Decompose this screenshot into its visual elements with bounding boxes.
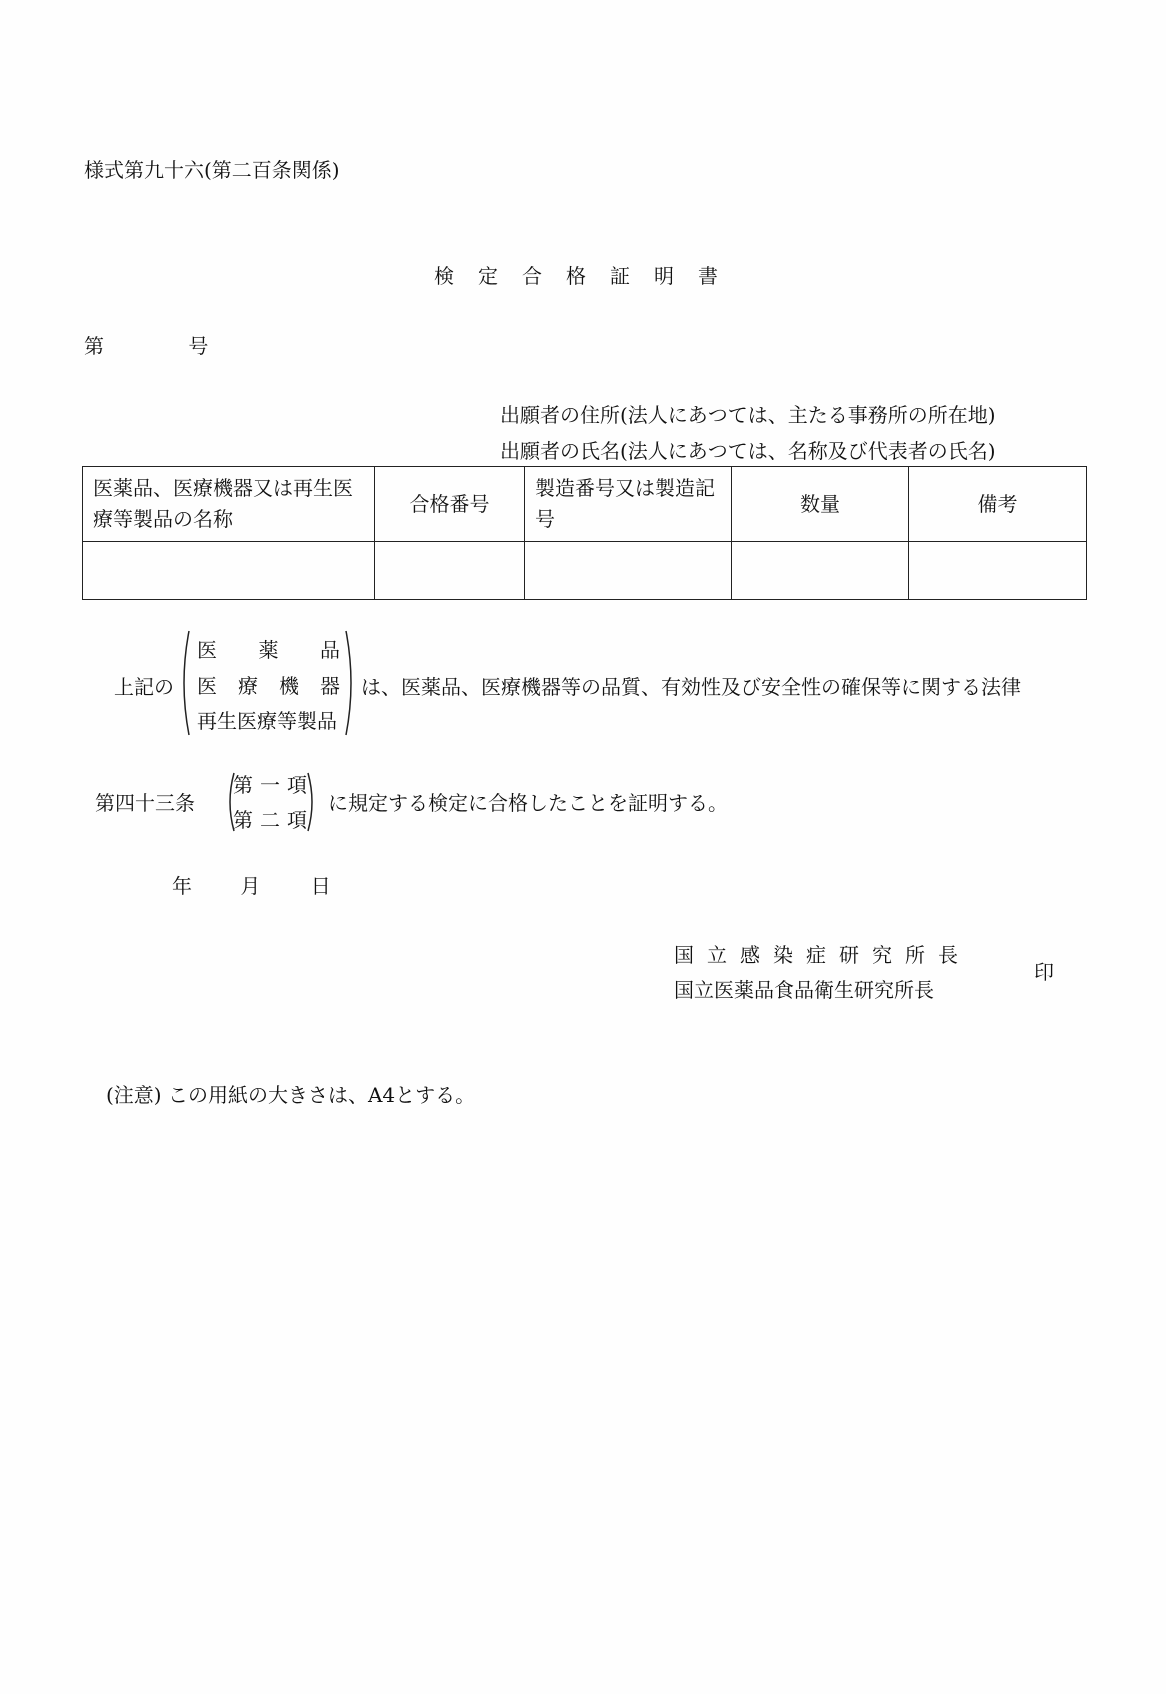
header-pass-number: 合格番号 <box>375 467 525 542</box>
date-year: 年 <box>172 874 192 898</box>
applicant-name-label: 出願者の氏名(法人にあつては、名称及び代表者の氏名) <box>500 439 996 463</box>
option-paragraph-1: 第 一 項 <box>233 773 307 797</box>
seal-mark: 印 <box>1034 960 1054 984</box>
option-regenerative: 再生医療等製品 <box>197 709 337 733</box>
items-table <box>82 466 1087 600</box>
applicant-address-label: 出願者の住所(法人にあつては、主たる事務所の所在地) <box>500 403 996 427</box>
paper-size-note: (注意) この用紙の大きさは、A4とする。 <box>106 1083 476 1107</box>
header-product-name: 医薬品、医療機器又は再生医療等製品の名称 <box>83 467 375 542</box>
number-suffix: 号 <box>188 334 209 358</box>
table-header-row <box>83 467 1087 542</box>
form-label: 様式第九十六(第二百条関係) <box>84 158 340 182</box>
issuer-nihs: 国立医薬品食品衛生研究所長 <box>674 978 934 1002</box>
date-day: 日 <box>310 874 331 898</box>
header-remarks: 備考 <box>909 467 1087 542</box>
statement-tail: に規定する検定に合格したことを証明する。 <box>328 791 728 815</box>
date-month: 月 <box>240 874 261 898</box>
statement-article: 第四十三条 <box>95 791 195 815</box>
number-line <box>84 336 208 356</box>
cell-serial-number[interactable] <box>525 542 732 600</box>
table-row <box>83 542 1087 600</box>
option-paragraph-2: 第 二 項 <box>233 808 307 832</box>
statement-mid: は、医薬品、医療機器等の品質、有効性及び安全性の確保等に関する法律 <box>361 675 1021 699</box>
cell-product-name[interactable] <box>83 542 375 600</box>
header-serial-number: 製造番号又は製造記号 <box>525 467 732 542</box>
right-paren-2 <box>307 772 317 832</box>
cell-quantity[interactable] <box>732 542 909 600</box>
option-drug: 医 薬 品 <box>197 638 340 662</box>
number-prefix: 第 <box>84 334 104 358</box>
statement-lead: 上記の <box>114 675 174 699</box>
option-device: 医 療 機 器 <box>197 674 340 698</box>
right-paren <box>345 630 357 736</box>
document-title: 検定合格証明書 <box>434 264 742 288</box>
cell-remarks[interactable] <box>909 542 1087 600</box>
date-line <box>172 876 331 896</box>
left-paren <box>178 630 190 736</box>
issuer-niid: 国 立 感 染 症 研 究 所 長 <box>674 943 958 967</box>
cell-pass-number[interactable] <box>375 542 525 600</box>
header-quantity: 数量 <box>732 467 909 542</box>
